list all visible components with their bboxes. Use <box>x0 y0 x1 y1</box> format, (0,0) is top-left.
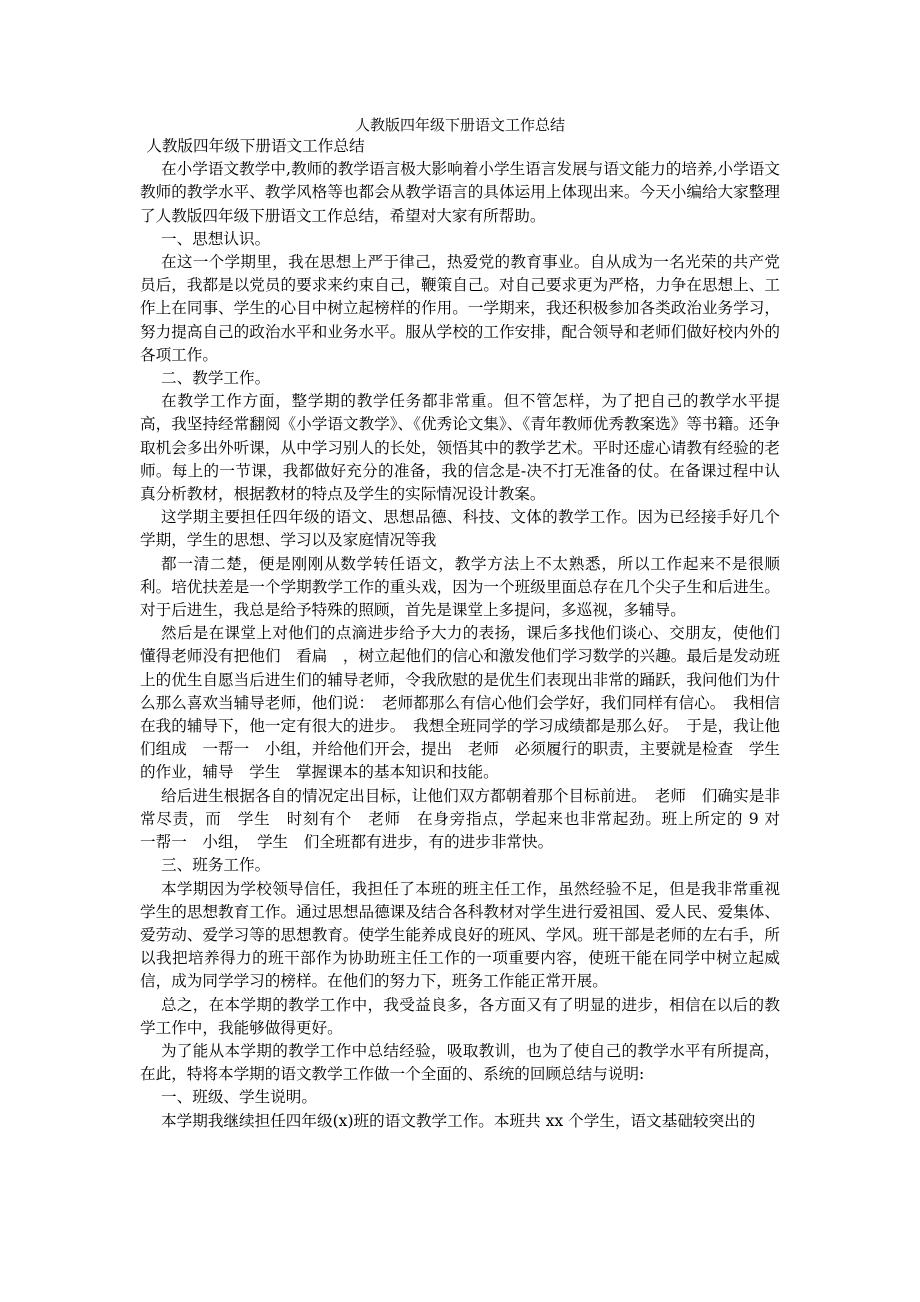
document-subtitle: 人教版四年级下册语文工作总结 <box>146 137 365 155</box>
paragraph: 都一清二楚，便是刚刚从数学转任语文，教学方法上不太熟悉，所以工作起来不是很顺利。培优扶差是一个学期教学工作的重头戏，因为一个班级里面总存在几个尖子生和后进生。对于后进生，我总是给予特殊的照顾，首先是课堂上多提问，多巡视，多辅导。 <box>140 554 780 620</box>
intro-paragraph: 在小学语文教学中,教师的教学语言极大影响着小学生语言发展与语文能力的培养,小学语文教师的教学水平、教学风格等也都会从教学语言的具体运用上体现出来。今天小编给大家整理了人教版四年级下册语文工作总结，希望对大家有所帮助。 <box>140 160 780 225</box>
section-heading: 一、思想认识。 <box>161 229 271 248</box>
section-heading: 三、班务工作。 <box>161 856 271 875</box>
paragraph: 总之，在本学期的教学工作中，我受益良多，各方面又有了明显的进步，相信在以后的教学工作中，我能够做得更好。 <box>140 995 780 1037</box>
paragraph: 在教学工作方面，整学期的教学任务都非常重。但不管怎样，为了把自己的教学水平提高，我坚持经常翻阅《小学语文教学》、《优秀论文集》、《青年教师优秀教案选》等书籍。还争取机会多出外听课，从中学习别人的长处，领悟其中的教学艺术。平时还虚心请教有经验的老师。每上的一节课，我都做好充分的准备，我的信念是-决不打无准备的仗。在备课过程中认真分析教材，根据教材的特点及学生的实际情况设计教案。 <box>140 392 780 504</box>
paragraph: 为了能从本学期的教学工作中总结经验，吸取教训，也为了使自己的教学水平有所提高，在此，特将本学期的语文教学工作做一个全面的、系统的回顾总结与说明: <box>140 1041 780 1084</box>
paragraph: 本学期因为学校领导信任，我担任了本班的班主任工作，虽然经验不足，但是我非常重视学生的思想教育工作。通过思想品德课及结合各科教材对学生进行爱祖国、爱人民、爱集体、爱劳动、爱学习等的思想教育。使学生能养成良好的班风、学风。班干部是老师的左右手，所以我把培养得力的班干部作为协助班主任工作的一项重要内容，使班干能在同学中树立起威信，成为同学学习的榜样。在他们的努力下，班务工作能正常开展。 <box>140 879 780 991</box>
paragraph: 给后进生根据各自的情况定出目标，让他们双方都朝着那个目标前进。 老师 们确实是非常尽责，而 学生 时刻有个 老师 在身旁指点，学起来也非常起劲。班上所定的 9 对 一帮一 小组， 学生 们全班都有进步，有的进步非常快。 <box>140 786 796 852</box>
paragraph: 这学期主要担任四年级的语文、思想品德、科技、文体的教学工作。因为已经接手好几个学期，学生的思想、学习以及家庭情况等我 <box>140 508 780 550</box>
page-title: 人教版四年级下册语文工作总结 <box>354 116 565 134</box>
paragraph: 本学期我继续担任四年级(x)班的语文教学工作。本班共 xx 个学生，语文基础较突出的 <box>161 1111 756 1130</box>
section-heading: 二、教学工作。 <box>161 369 271 388</box>
document-body <box>140 135 796 1133</box>
paragraph: 在这一个学期里，我在思想上严于律己，热爱党的教育事业。自从成为一名光荣的共产党员后，我都是以党员的要求来约束自己，鞭策自己。对自己要求更为严格，力争在思想上、工作上在同事、学生的心目中树立起榜样的作用。一学期来，我还积极参加各类政治业务学习，努力提高自己的政治水平和业务水平。服从学校的工作安排，配合领导和老师们做好校内外的各项工作。 <box>140 253 780 364</box>
section-heading: 一、班级、学生说明。 <box>161 1088 317 1107</box>
paragraph: 然后是在课堂上对他们的点滴进步给予大力的表扬，课后多找他们谈心、交朋友，使他们懂得老师没有把他们 看扁 ，树立起他们的信心和激发他们学习数学的兴趣。最后是发动班上的优生自愿当后进生们的辅导老师，令我欣慰的是优生们表现出非常的踊跃，我问他们为什么那么喜欢当辅导老师，他们说： 老师都那么有信心他们会学好，我们同样有信心。 我相信在我的辅导下，他一定有很大的进步。 我想全班同学的学习成绩都是那么好。 于是，我让他们组成 一帮一 小组，并给他们开会，提出 老师 必须履行的职责，主要就是检查 学生 的作业，辅导 学生 掌握课本的基本知识和技能。 <box>140 624 796 782</box>
